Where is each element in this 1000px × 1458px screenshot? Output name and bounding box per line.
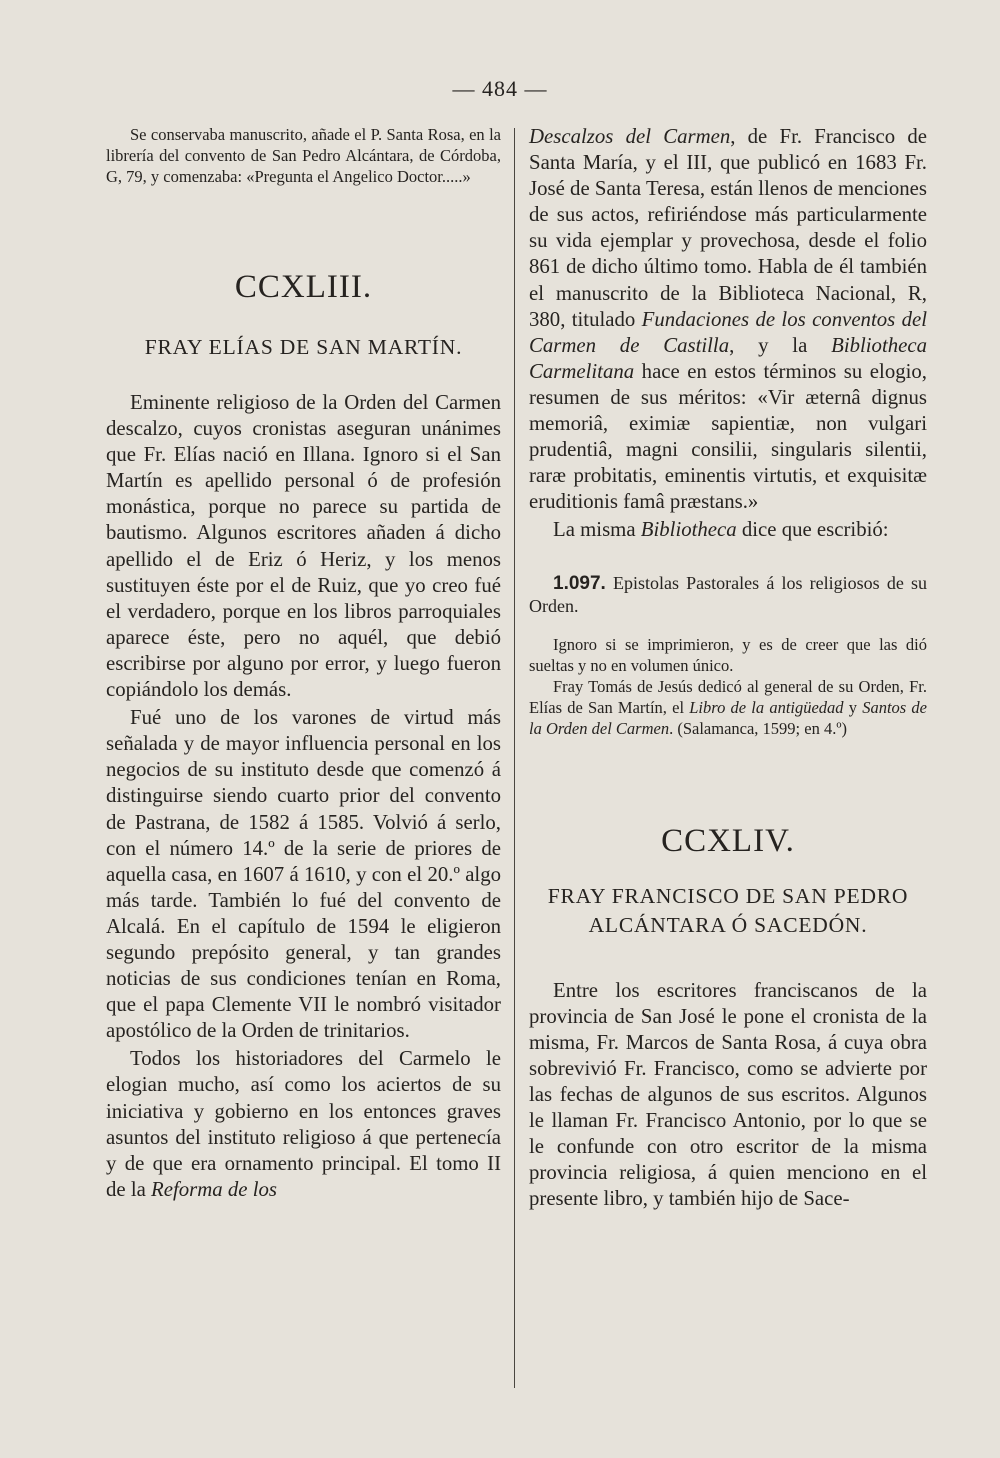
continued-paragraph: [529, 124, 927, 515]
right-column: [529, 124, 927, 1212]
column-divider: [514, 128, 515, 1388]
tomo-numeral-iii: III: [686, 151, 708, 175]
paragraph-3-mid: de la: [106, 1177, 152, 1201]
section-title-elias: FRAY ELÍAS DE SAN MARTÍN.: [144, 335, 463, 359]
paragraph-francisco: Entre los escritores franciscanos de la provincia de San José le pone el cronista de la misma, Fr. Marcos de Santa Rosa, á cuya obra sobrevivió Fr. Francisco, como se advierte por las fechas de algunos de sus escritos. Algunos le llaman Fr. Francisco Antonio, por lo que se le confunde con otro escritor de la misma provincia religiosa, á quien menciono en el presente libro, y también hijo de Sace-: [529, 978, 927, 1211]
paragraph-3-text: Todos los historiadores del Carmelo le elogian mucho, así como los aciertos de su iniciativa y gobierno en los entonces graves asuntos del instituto religioso á que pertenecía y de que era ornamento principal. El tomo: [106, 1047, 501, 1175]
section-number-ccxliv: CCXLIV.: [661, 822, 795, 859]
bibliography-entry: [529, 572, 927, 618]
note-2-mid: y: [843, 697, 863, 717]
note-2-title-2: Santos de la Orden del Carmen: [529, 697, 927, 738]
paragraph-bibliotheca: [529, 517, 927, 543]
entry-text: Epistolas Pastorales á los religiosos de su Orden.: [529, 572, 927, 616]
section-title-francisco: [529, 882, 927, 940]
continued-text-2: , que publicó en 1683 Fr. José de Santa Teresa, están llenos de menciones de sus actos, refiriéndose más particularmente su vida ejemplar y provechosa, desde el folio 861 de dicho último tomo. Habla de él también el manuscrito de la Biblioteca Nacional, R, 380, titulado: [529, 151, 928, 331]
work-title-fundaciones: Fundaciones de los conventos del Carmen de Castilla: [529, 307, 927, 357]
left-column: [106, 124, 501, 1203]
section-number-ccxliii: CCXLIII.: [234, 269, 373, 305]
paragraph-2: Fué uno de los varones de virtud más señalada y de mayor influencia personal en los negocios de su instituto desde que comenzó á distinguirse siendo cuarto prior del convento de Pastrana, de 1582 á 1585. Volvió á serlo, con el número 14.º de la serie de priores de aquella casa, en 1607 á 1610, y con el 20.º algo más tarde. También lo fué del convento de Alcalá. En el capítulo de 1594 le eligieron segundo prepósito general, y tan grandes noticias de sus condiciones tenían en Roma, que el papa Clemente VII le nombró visitador apostólico de la Orden de trinitarios.: [106, 706, 501, 1043]
page-number: — 484 —: [452, 76, 548, 101]
paragraph-3: [106, 1046, 501, 1203]
work-title-reforma: Reforma de los: [151, 1177, 277, 1201]
tomo-numeral: II: [487, 1151, 501, 1175]
note-1: Ignoro si se imprimieron, y es de creer que las dió sueltas y no en volumen único.: [529, 634, 927, 675]
note-2-title-1: Libro de la antigüedad: [689, 697, 844, 717]
work-title-descalzos: Descalzos del Carmen: [529, 125, 731, 148]
note-2-start: Fray Tomás de Jesús dedicó al general de su Orden, Fr. Elías de San Martín, el: [529, 676, 927, 717]
para-b-start: La misma: [553, 518, 641, 542]
para-b-italic: Bibliotheca: [640, 518, 737, 542]
work-title-bibliotheca: Bibliotheca Carmelitana: [529, 333, 927, 383]
continued-text-1: , de Fr. Francisco de Santa María, y el: [529, 125, 927, 175]
note-2-end: . (Salamanca, 1599; en 4.º): [669, 718, 847, 738]
section-title-line-2: ALCÁNTARA Ó SACEDÓN.: [588, 912, 868, 937]
paragraph-1: Eminente religioso de la Orden del Carmen descalzo, cuyos cronistas aseguran unánimes que Fr. Elías nació en Illana. Ignoro si el San Martín es apellido personal ó de profesión monástica, porque no parece su partida de bautismo. Algunos escritores añaden á dicho apellido el de Eriz ó Heriz, y los menos sustituyen éste por el de Ruiz, que yo creo fué el verdadero, porque en los libros parroquiales aparece éste, pero no aquél, que debió escribirse por alguno por error, y luego fueron copiándolo los demás.: [106, 391, 501, 702]
intro-note: Se conservaba manuscrito, añade el P. Santa Rosa, en la librería del convento de San Pedro Alcántara, de Córdoba, G, 79, y comenzaba: «Pregunta el Angelico Doctor.....»: [106, 125, 501, 186]
para-b-end: dice que escribió:: [736, 518, 889, 542]
section-title-line-1: FRAY FRANCISCO DE SAN PEDRO: [547, 883, 909, 908]
note-2: [529, 676, 927, 739]
continued-text-4: hace en estos términos su elogio, resumen de sus méritos: «Vir æternâ dignus memoriâ, eximiæ sapientiæ, non vulgari prudentiâ, magni consilii, singularis silentii, raræ probitatis, eminentis virtutis, et exquisitæ eruditionis famâ præstans.»: [529, 359, 927, 514]
continued-text-3: , y la: [729, 333, 832, 357]
entry-number: 1.097.: [553, 572, 606, 594]
